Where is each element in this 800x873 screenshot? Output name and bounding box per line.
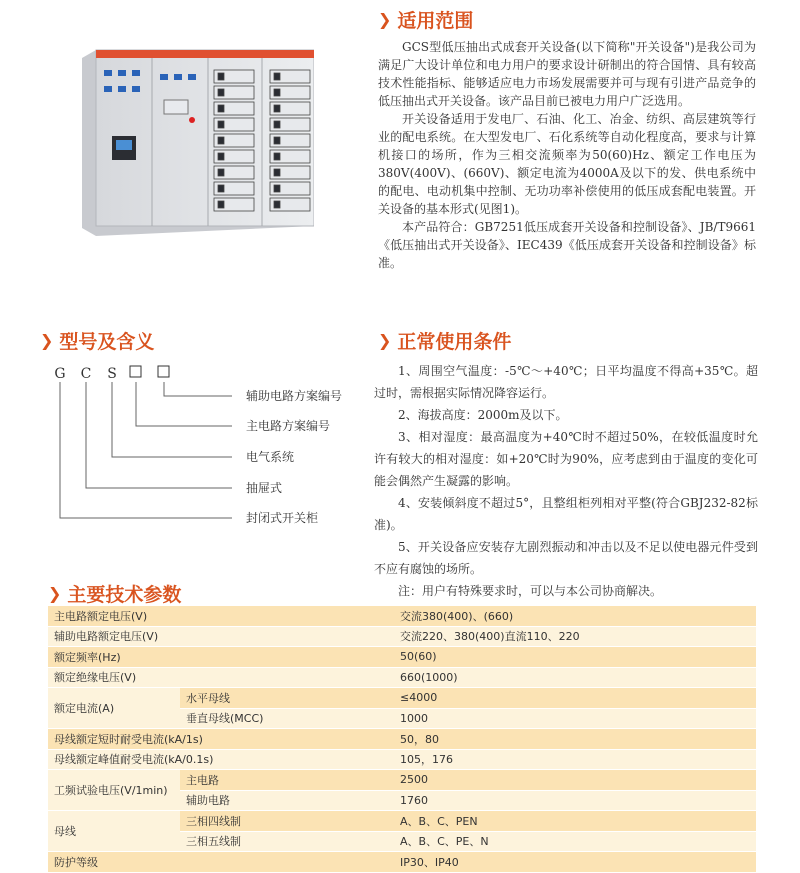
param-sublabel: 三相四线制: [180, 811, 394, 832]
connector-line: [112, 382, 232, 457]
param-value: 交流380(400)、(660): [394, 606, 756, 626]
table-row: [48, 811, 756, 832]
table-row: [48, 770, 756, 791]
drawer-handle: [218, 89, 224, 96]
param-value: A、B、C、PEN: [394, 811, 756, 832]
connector-line: [136, 382, 232, 426]
drawer-handle: [274, 137, 280, 144]
model-label: 封闭式开关柜: [246, 511, 319, 525]
condition-item: 4、安装倾斜度不超过5°，且整组柜列相对平整(符合GBJ232-82标准)。: [374, 496, 758, 532]
connector-line: [86, 382, 232, 488]
drawer-handle: [218, 73, 224, 80]
drawer-handle: [218, 137, 224, 144]
drawer-handle: [274, 185, 280, 192]
model-letter-s: S: [107, 366, 117, 382]
model-section-title: ❯ 型号及含义: [40, 331, 155, 353]
drawer-handle: [218, 153, 224, 160]
param-value: 1000: [394, 708, 756, 729]
table-row: [48, 749, 756, 770]
table-row: [48, 626, 756, 647]
scope-section-title: ❯ 适用范围: [378, 10, 474, 32]
drawer-handle: [274, 105, 280, 112]
param-value: A、B、C、PE、N: [394, 831, 756, 852]
drawer-handle: [274, 89, 280, 96]
drawer-handle: [218, 185, 224, 192]
model-letter-g: G: [54, 366, 66, 382]
param-label: 母线额定短时耐受电流(kA/1s): [48, 729, 394, 750]
drawer-handle: [274, 169, 280, 176]
connector-line: [164, 382, 232, 396]
table-row: [48, 606, 756, 626]
drawer-handle: [218, 105, 224, 112]
model-label: 主电路方案编号: [246, 419, 331, 433]
table-row: [48, 852, 756, 873]
param-value: 50(60): [394, 647, 756, 668]
table-row: [48, 647, 756, 668]
conditions-list: [374, 360, 758, 602]
param-value: 660(1000): [394, 667, 756, 688]
scope-paragraph: 开关设备适用于发电厂、石油、化工、冶金、纺织、高层建筑等行业的配电系统。在大型发电厂、石化系统等自动化程度高，要求与计算机接口的场所，作为三相交流频率为50(60)Hz、额定工作电压为380V(400V)、(660V)、额定电流为4000A及以下的发、供电系统中的配电、电动机集中控制、无功功率补偿使用的低压成套配电装置。开关设备的基本形式(见图1)。: [378, 112, 756, 216]
param-value: 交流220、380(400)直流110、220: [394, 626, 756, 647]
param-sublabel: 主电路: [180, 770, 394, 791]
model-code-diagram: [40, 360, 370, 530]
param-label: 主电路额定电压(V): [48, 606, 394, 626]
condition-item: 3、相对湿度：最高温度为+40℃时不超过50%，在较低温度时允许有较大的相对湿度：如+20℃时为90%，应考虑到由于温度的变化可能会偶然产生凝露的影响。: [374, 430, 758, 488]
chevron-right-icon: ❯: [378, 331, 392, 350]
chevron-right-icon: ❯: [40, 331, 54, 350]
condition-note: 注：用户有特殊要求时，可以与本公司协商解决。: [398, 584, 663, 598]
param-value: ≤4000: [394, 688, 756, 709]
scope-text: [378, 38, 756, 272]
model-label: 辅助电路方案编号: [246, 389, 343, 403]
param-label: 防护等级: [48, 852, 394, 873]
drawer-handle: [218, 201, 224, 208]
drawer-handle: [218, 169, 224, 176]
param-label: 母线额定峰值耐受电流(kA/0.1s): [48, 749, 394, 770]
param-sublabel: 垂直母线(MCC): [180, 708, 394, 729]
drawer-handle: [274, 73, 280, 80]
param-label: 母线: [48, 811, 180, 852]
param-value: 1760: [394, 790, 756, 811]
drawer-handle: [274, 201, 280, 208]
param-value: 105，176: [394, 749, 756, 770]
condition-item: 5、开关设备应安装存尢剧烈振动和冲击以及不足以使电器元件受到不应有腐蚀的场所。: [374, 540, 758, 576]
table-row: [48, 667, 756, 688]
switchgear-cabinet-image: [82, 40, 314, 236]
table-row: [48, 688, 756, 709]
params-section-title: ❯ 主要技术参数: [48, 584, 182, 606]
param-label: 额定电流(A): [48, 688, 180, 729]
model-placeholder-box: [158, 366, 169, 377]
param-sublabel: 水平母线: [180, 688, 394, 709]
drawer-handle: [218, 121, 224, 128]
condition-item: 2、海拔高度：2000m及以下。: [398, 408, 568, 422]
param-value: 2500: [394, 770, 756, 791]
conditions-section-title: ❯ 正常使用条件: [378, 331, 512, 353]
param-value: 50，80: [394, 729, 756, 750]
model-label: 电气系统: [246, 450, 295, 464]
chevron-right-icon: ❯: [48, 584, 62, 603]
param-label: 额定绝缘电压(V): [48, 667, 394, 688]
model-label: 抽屉式: [246, 481, 283, 495]
chevron-right-icon: ❯: [378, 10, 392, 29]
param-label: 额定频率(Hz): [48, 647, 394, 668]
condition-item: 1、周围空气温度：-5℃～+40℃；日平均温度不得高+35℃。超过时，需根据实际情况降容运行。: [374, 364, 758, 400]
scope-paragraph: 本产品符合：GB7251低压成套开关设备和控制设备》、JB/T9661《低压抽出式开关设备》、IEC439《低压成套开关设备和控制设备》标准。: [378, 220, 756, 270]
param-sublabel: 辅助电路: [180, 790, 394, 811]
param-label: 工频试验电压(V/1min): [48, 770, 180, 811]
model-letter-c: C: [80, 366, 92, 382]
drawer-handle: [274, 153, 280, 160]
param-label: 辅助电路额定电压(V): [48, 626, 394, 647]
scope-paragraph: GCS型低压抽出式成套开关设备(以下简称"开关设备")是我公司为满足广大设计单位和电力用户的要求设计研制出的符合国情、具有较高技术性能指标、能够适应电力市场发展需要并可与现有引进产品竞争的低压抽出式开关设备。该产品目前已被电力用户广泛选用。: [378, 40, 756, 108]
model-placeholder-box: [130, 366, 141, 377]
spec-table: [48, 606, 756, 873]
param-sublabel: 三相五线制: [180, 831, 394, 852]
drawer-handle: [274, 121, 280, 128]
table-row: [48, 729, 756, 750]
param-value: IP30、IP40: [394, 852, 756, 873]
